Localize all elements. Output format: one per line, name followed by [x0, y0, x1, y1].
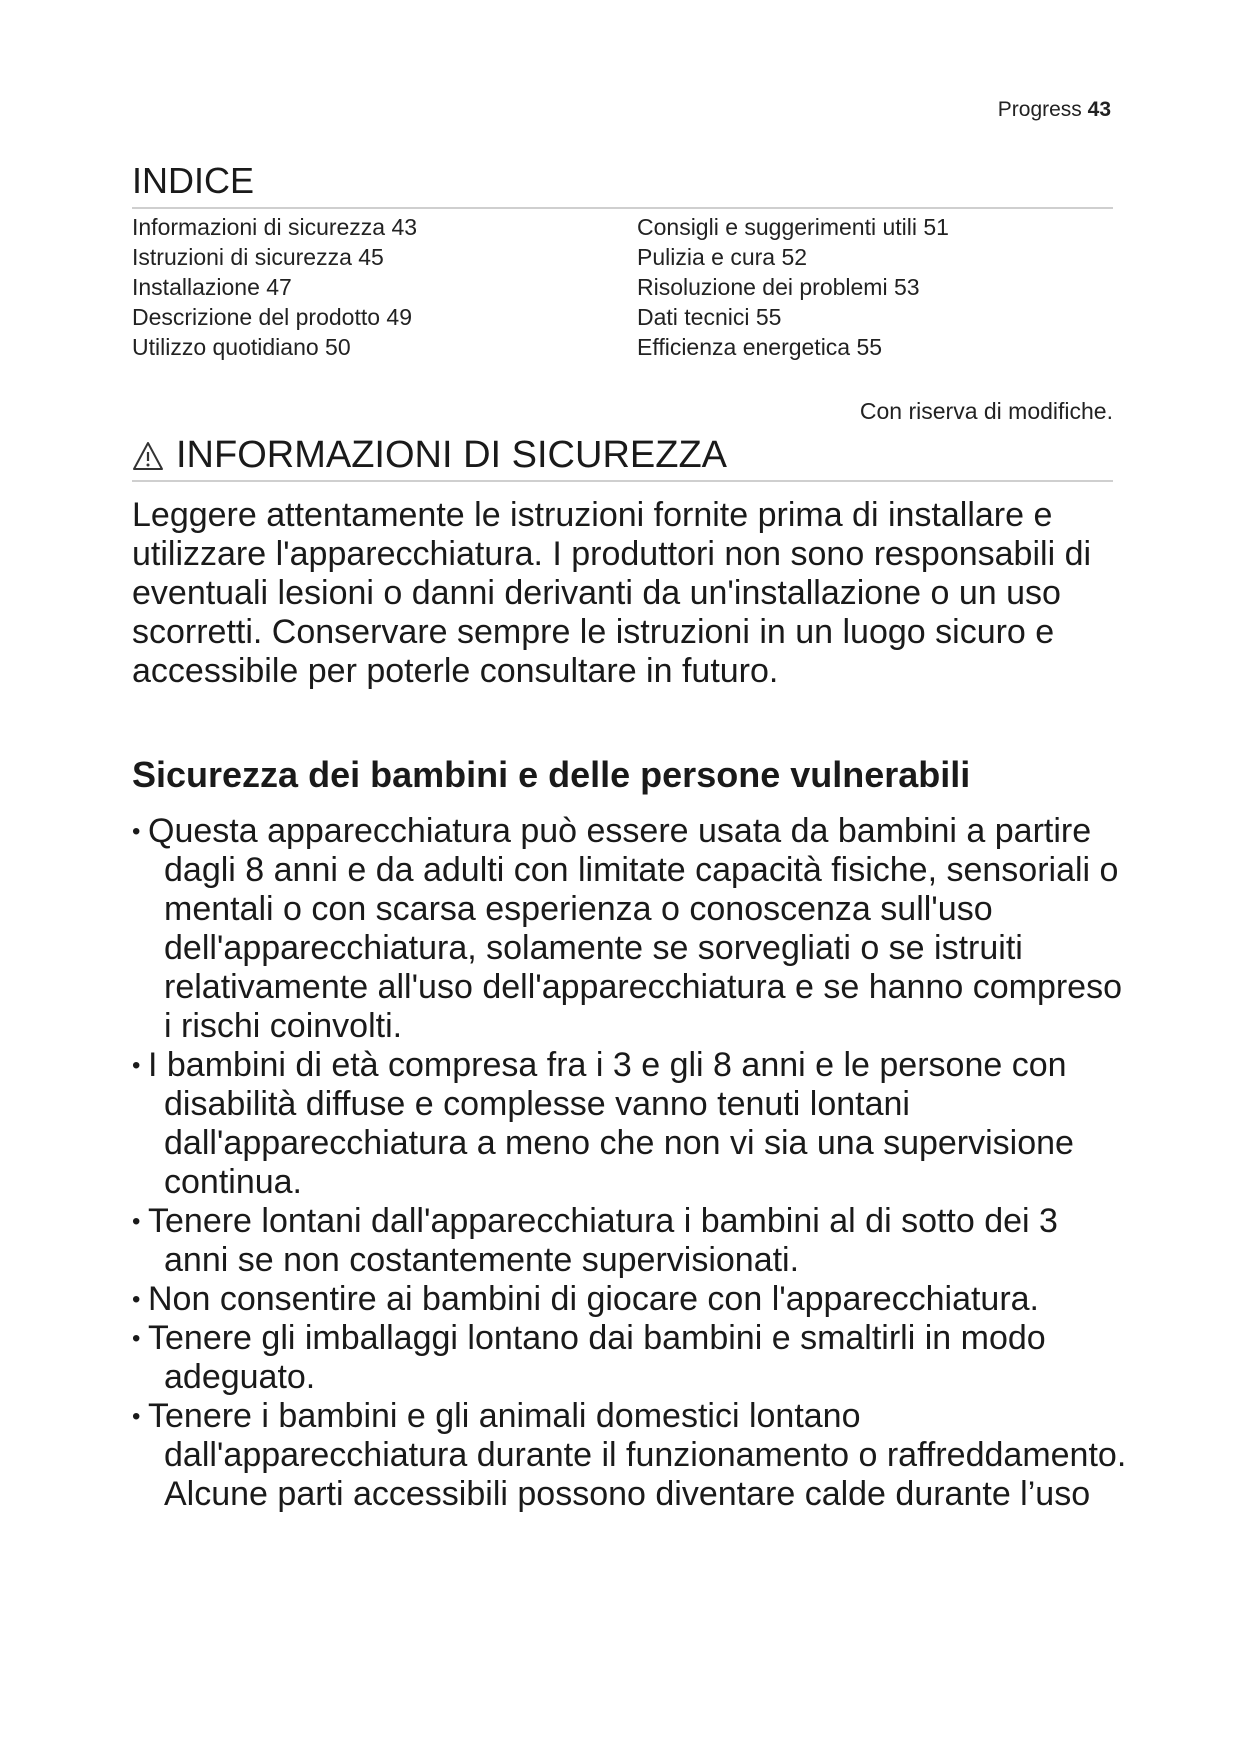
toc-entry[interactable]: Utilizzo quotidiano 50 — [132, 334, 351, 360]
safety-section-title — [132, 434, 727, 477]
bullet-icon: • — [132, 1325, 141, 1352]
list-item — [132, 1319, 1127, 1397]
reserve-note: Con riserva di modifiche. — [859, 398, 1113, 424]
header-label: Progress — [997, 98, 1082, 121]
list-item — [132, 1202, 1127, 1280]
safety-intro-paragraph: Leggere attentamente le istruzioni fornite prima di installare e utilizzare l'apparecchiatura. I produttori non sono responsabili di eventuali lesioni o danni derivanti da un'installazione o un uso scorretti. Conservare sempre le istruzioni in un luogo sicuro e accessibile per poterle consultare in futuro. — [132, 496, 1092, 690]
toc-entry[interactable]: Efficienza energetica 55 — [637, 334, 883, 360]
index-divider — [132, 207, 1113, 209]
toc-entry[interactable]: Risoluzione dei problemi 53 — [637, 274, 920, 300]
bullet-icon: • — [132, 1286, 141, 1313]
warning-triangle-icon — [132, 441, 164, 471]
toc-entry[interactable]: Istruzioni di sicurezza 45 — [132, 244, 384, 270]
list-item — [132, 1397, 1127, 1514]
list-item-text: Tenere gli imballaggi lontano dai bambini e smaltirli in modo adeguato. — [148, 1319, 1046, 1396]
toc-entry[interactable]: Pulizia e cura 52 — [637, 244, 808, 270]
toc-entry[interactable]: Dati tecnici 55 — [637, 304, 782, 330]
toc-right-column — [637, 212, 949, 362]
children-safety-list — [132, 812, 1127, 1514]
safety-title-text: INFORMAZIONI DI SICUREZZA — [176, 434, 727, 476]
toc-entry[interactable]: Informazioni di sicurezza 43 — [132, 214, 418, 240]
safety-divider — [132, 480, 1113, 482]
list-item-text: Non consentire ai bambini di giocare con l'apparecchiatura. — [148, 1280, 1040, 1318]
list-item-text: Questa apparecchiatura può essere usata da bambini a partire dagli 8 anni e da adulti con limitate capacità fisiche, sensoriali o mentali o con scarsa esperienza o conoscenza sull'uso dell'apparecchiatura, solamente se sorvegliati o se istruiti relativamente all'uso dell'apparecchiatura e se hanno compreso i rischi coinvolti. — [148, 812, 1122, 1045]
bullet-icon: • — [132, 818, 141, 845]
page-number: 43 — [1087, 98, 1111, 121]
list-item-text: I bambini di età compresa fra i 3 e gli 8 anni e le persone con disabilità diffuse e complesse vanno tenuti lontani dall'apparecchiatura a meno che non vi sia una supervisione continua. — [148, 1046, 1074, 1201]
toc-entry[interactable]: Consigli e suggerimenti utili 51 — [637, 214, 949, 240]
bullet-icon: • — [132, 1403, 141, 1430]
toc-entry[interactable]: Descrizione del prodotto 49 — [132, 304, 412, 330]
index-title: INDICE — [132, 160, 255, 201]
list-item — [132, 1046, 1127, 1202]
page-header — [998, 98, 1111, 122]
bullet-icon: • — [132, 1208, 141, 1235]
bullet-icon: • — [132, 1052, 141, 1079]
toc-entry[interactable]: Installazione 47 — [132, 274, 292, 300]
children-safety-heading: Sicurezza dei bambini e delle persone vulnerabili — [132, 754, 971, 795]
list-item-text: Tenere i bambini e gli animali domestici lontano dall'apparecchiatura durante il funzionamento o raffreddamento. Alcune parti accessibili possono diventare calde durante l’uso — [148, 1397, 1127, 1513]
list-item — [132, 812, 1127, 1046]
list-item-text: Tenere lontani dall'apparecchiatura i bambini al di sotto dei 3 anni se non costantemente supervisionati. — [148, 1202, 1058, 1279]
toc-left-column — [132, 212, 417, 362]
list-item — [132, 1280, 1127, 1319]
